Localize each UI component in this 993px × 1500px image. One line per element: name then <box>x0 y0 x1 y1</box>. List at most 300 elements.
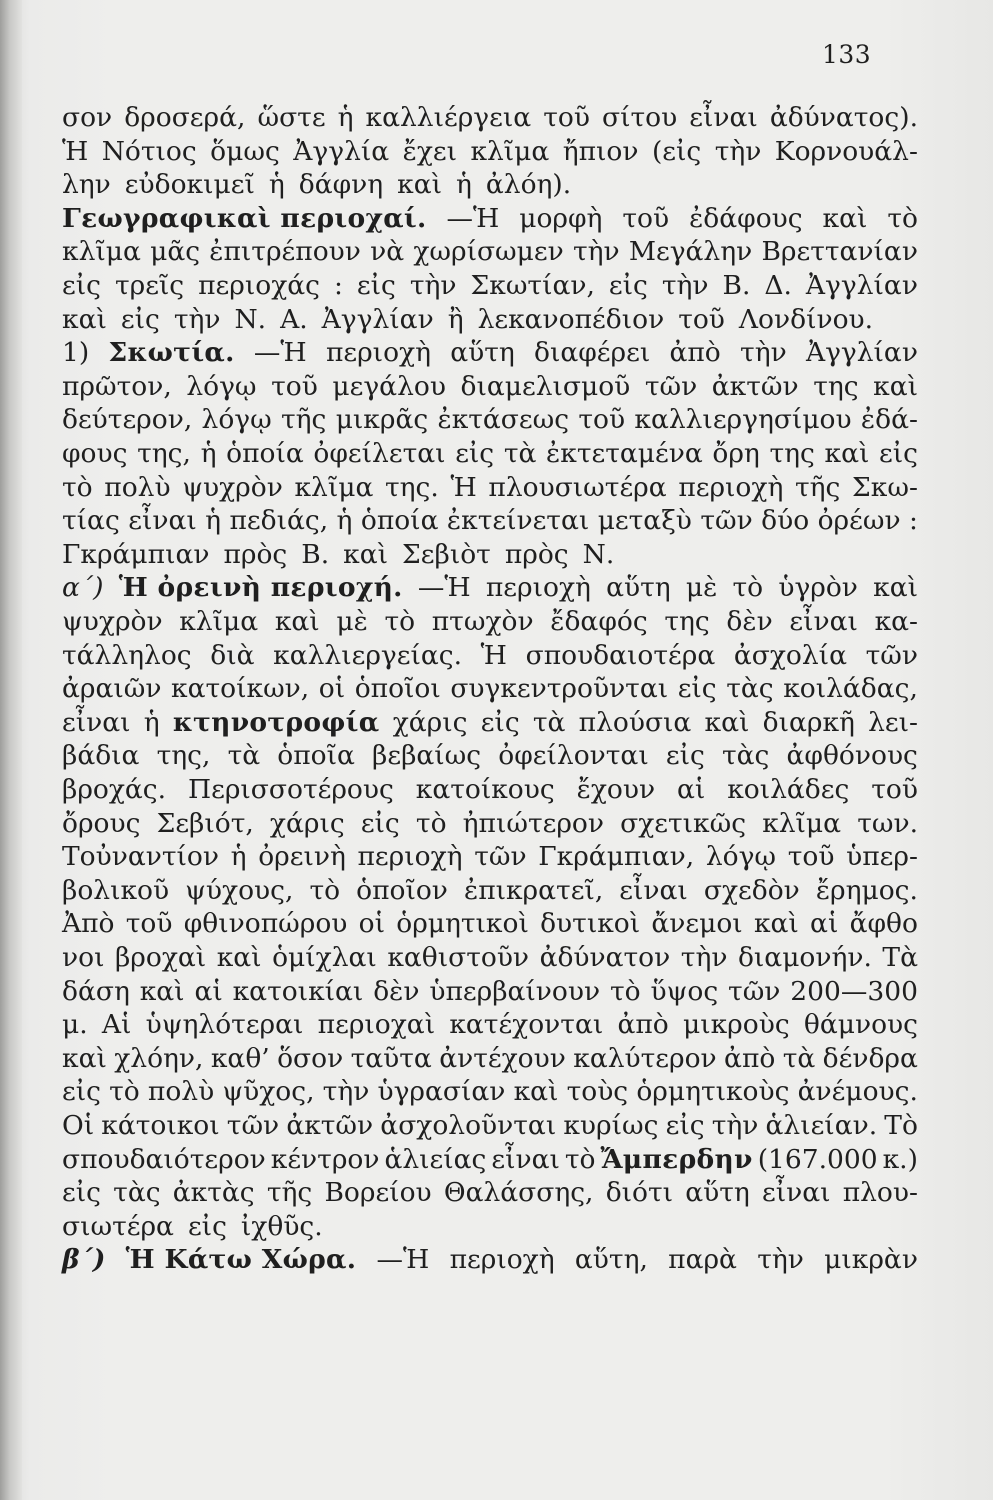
word: κατοικίαι <box>232 975 364 1007</box>
word: της <box>769 438 815 469</box>
word: τοῦ <box>678 303 725 335</box>
word: πρῶτον, <box>62 370 172 402</box>
word: : <box>334 270 343 301</box>
word: τὴν <box>322 1076 370 1108</box>
word: εἰς <box>120 303 160 335</box>
word: τῆς <box>281 404 327 436</box>
word: λόγῳ <box>705 841 777 873</box>
word: τὸ <box>732 572 764 604</box>
word: λεκανοπέδιον <box>477 303 665 335</box>
word: σον <box>62 102 113 133</box>
word: διαρκῆ <box>762 706 855 738</box>
word: Ἡ <box>450 471 477 503</box>
word: ἠπιώτερον <box>462 807 604 839</box>
word: διότι <box>605 1177 674 1209</box>
word: ὅμως <box>210 135 280 167</box>
word: περιοχὴ <box>678 471 784 503</box>
word: καλύτερον <box>573 1042 717 1074</box>
word: Σεβιότ, <box>156 807 254 839</box>
word: τῶν <box>474 841 527 873</box>
word: ἀκτῶν <box>286 1110 374 1141</box>
word: ἔχει <box>402 135 457 167</box>
word: —Ἡ <box>253 337 307 369</box>
word: κλῖμα <box>294 471 374 503</box>
text-line <box>62 640 918 672</box>
word: ἁλιείας <box>384 1143 487 1175</box>
word: αἱ <box>810 908 839 940</box>
word: ὀρέων <box>817 505 901 537</box>
word: καὶ <box>274 606 320 637</box>
word: εἰς <box>480 706 520 738</box>
word: τὰς <box>721 740 770 772</box>
word: Οἱ <box>62 1110 95 1141</box>
word: κτηνοτροφία <box>172 706 380 738</box>
word: σιωτέρα <box>62 1210 174 1242</box>
text-line <box>62 337 918 369</box>
word: τὸ <box>564 1143 596 1175</box>
word: ἀνέμους. <box>797 1076 918 1108</box>
word: τὴν <box>714 135 762 167</box>
word: ἐκτείνεται <box>446 505 590 537</box>
word: τίας <box>62 505 120 537</box>
word: Ἀγγλίαν <box>805 270 918 301</box>
word: της <box>813 370 859 402</box>
word: μικρᾶς <box>335 404 429 436</box>
word: τῆς <box>266 1177 313 1209</box>
text-line <box>62 539 918 571</box>
word: Β. <box>722 270 751 301</box>
word: τὰ <box>503 438 537 469</box>
word: μ. <box>62 1009 88 1041</box>
word: καλλιέργεια <box>365 102 532 133</box>
word: της <box>664 606 710 637</box>
text-line <box>62 875 918 907</box>
word: Ἡ ὀρεινὴ περιοχή. <box>118 572 403 604</box>
word: Θαλάσσης, <box>443 1177 594 1209</box>
word: Ἡ <box>480 639 507 671</box>
text-line <box>62 942 918 974</box>
word: πτωχὸν <box>431 606 534 637</box>
word: τὸ <box>384 606 416 637</box>
word: δάση <box>62 975 130 1007</box>
text-line <box>62 673 918 705</box>
word: δύο <box>761 505 810 537</box>
word: Σκω- <box>852 471 918 503</box>
word: λόγῳ <box>186 370 257 402</box>
word: καὶ <box>216 942 262 973</box>
text-line <box>62 1043 918 1075</box>
word: ὁποῖον <box>356 874 448 906</box>
word: Β. <box>301 538 330 570</box>
word: ὀφείλεται <box>313 438 446 469</box>
word: περιοχὴ <box>449 1244 555 1276</box>
word: Δ. <box>764 270 792 301</box>
word: φθινοπώρου <box>183 908 348 940</box>
word: Τὸ <box>884 1110 918 1141</box>
word: ἡ <box>143 706 160 738</box>
word: β΄) <box>62 1244 106 1276</box>
word: ἤπιον <box>562 135 639 167</box>
word: τῶν <box>226 1110 280 1141</box>
word: ὑπερ- <box>846 841 918 873</box>
word: τὴν <box>711 1110 759 1141</box>
word: (167.000 <box>757 1143 878 1175</box>
word: Περισσοτέρους <box>188 774 394 805</box>
word: τὴν <box>680 942 728 973</box>
word: Αἱ <box>101 1009 132 1041</box>
word: ἀφθόνους <box>786 740 918 772</box>
word: δὲν <box>373 975 420 1007</box>
word: σχετικῶς <box>620 807 747 839</box>
word: ὥστε <box>257 102 326 133</box>
word: ἐδά- <box>860 404 918 436</box>
word: ἡ <box>230 841 247 873</box>
word: Ν. <box>582 538 615 570</box>
word: (εἰς <box>651 135 702 167</box>
word: τῶν <box>644 370 698 402</box>
word: καὶ <box>824 438 870 469</box>
word: μὲ <box>336 606 368 637</box>
word: βροχαὶ <box>114 942 207 973</box>
word: καὶ <box>62 303 107 335</box>
text-line <box>62 136 918 168</box>
word: ἡ <box>205 505 222 537</box>
word: εἰς <box>356 270 396 301</box>
text-line <box>62 169 918 201</box>
word: κοιλάδας, <box>783 673 918 705</box>
word: πολὺ <box>104 471 171 503</box>
word: τοῦ <box>125 908 173 940</box>
word: τοῦ <box>787 841 835 873</box>
word: μικροὺς <box>683 1009 790 1041</box>
word: βάδια <box>62 740 140 772</box>
word: μορφὴ <box>519 202 603 234</box>
word: βολικοῦ <box>62 874 170 906</box>
word: καὶ <box>873 370 918 402</box>
word: ὑγρασίαν <box>377 1076 506 1108</box>
word: καὶ <box>139 975 185 1007</box>
word: Νότιος <box>101 135 197 167</box>
word: δένδρα <box>822 1042 918 1074</box>
word: λην <box>62 169 111 201</box>
word: χάρις <box>269 807 345 839</box>
word: τὴν <box>740 337 787 369</box>
word: βροχάς. <box>62 774 167 805</box>
text-line <box>62 1110 918 1142</box>
word: ἀσχολία <box>733 639 847 671</box>
word: χλόην, <box>114 1042 204 1074</box>
word: εἰς <box>455 438 495 469</box>
text-line <box>62 203 918 235</box>
word: Γκράμπιαν <box>62 538 210 570</box>
word: φους <box>62 438 128 469</box>
text-line <box>62 707 918 739</box>
text-line <box>62 908 918 940</box>
text-line <box>62 572 918 604</box>
word: αὕτη <box>606 572 671 604</box>
word: κατοίκων, <box>171 673 310 705</box>
word: ἐκτάσεως <box>437 404 570 436</box>
word: διαμονήν. <box>737 942 872 973</box>
word: παρὰ <box>668 1244 737 1276</box>
word: ἔχουν <box>576 774 656 805</box>
word: : <box>909 505 918 537</box>
word: —Ἡ <box>446 202 500 234</box>
word: Βρεττανίαν <box>761 236 918 268</box>
word: διαμελισμοῦ <box>460 370 631 402</box>
word: καθιστοῦν <box>387 942 530 973</box>
word: εἰς <box>677 673 717 705</box>
word: 200—300 <box>790 975 918 1007</box>
word: θάμνους <box>803 1009 918 1041</box>
word: Ἡ Κάτω Χώρα. <box>125 1244 357 1276</box>
word: ἀπὸ <box>617 1009 669 1041</box>
text-line <box>62 1009 918 1041</box>
word: καὶ <box>704 706 750 738</box>
word: τὸ <box>309 874 341 906</box>
word: τοῦ <box>871 774 918 805</box>
word: σχεδὸν <box>703 874 800 906</box>
word: τοὺς <box>566 1076 629 1108</box>
word: σίτου <box>601 102 678 133</box>
word: ἐπικρατεῖ, <box>463 874 604 906</box>
word: τὸ <box>415 807 447 839</box>
word: ἔρημος. <box>815 874 918 906</box>
word: τῶν <box>700 505 753 537</box>
word: δάφνη <box>298 169 384 201</box>
text-line <box>62 270 918 302</box>
word: εἶναι <box>689 102 758 133</box>
word: ἄνεμοι <box>651 908 743 940</box>
text-line <box>62 1076 918 1108</box>
word: κάτοικοι <box>101 1110 220 1141</box>
word: εὐδοκιμεῖ <box>124 169 255 201</box>
word: Λονδίνου. <box>738 303 874 335</box>
word: διὰ <box>210 639 255 671</box>
word: ὁποία <box>360 505 439 537</box>
word: κλῖμα <box>179 606 259 637</box>
word: νοι <box>62 942 105 973</box>
text-line <box>62 841 918 873</box>
word: ὀρεινὴ <box>258 841 346 873</box>
word: μικρὰν <box>824 1244 918 1276</box>
word: εἰς <box>62 1177 101 1209</box>
word: α΄) <box>62 572 104 604</box>
word: κ.) <box>882 1143 918 1175</box>
word: τὰ <box>227 740 261 772</box>
word: τὴν <box>173 303 221 335</box>
word: ὑγρὸν <box>778 572 858 604</box>
word: —Ἡ <box>417 572 471 604</box>
word: 1) <box>62 337 90 369</box>
word: δροσερά, <box>124 102 246 133</box>
text-line <box>62 976 918 1008</box>
word: ὑψηλότεραι <box>145 1009 304 1041</box>
word: νὰ <box>370 236 405 268</box>
word: πλου- <box>842 1177 918 1209</box>
word: Μεγάλην <box>628 236 753 268</box>
word: οἱ <box>358 908 385 940</box>
word: λόγῳ <box>201 404 272 436</box>
word: περιοχὴ <box>325 337 431 369</box>
word: πρὸς <box>504 538 569 570</box>
word: λει- <box>868 706 918 738</box>
word: τὸ <box>62 471 93 503</box>
word: Ν. <box>234 303 267 335</box>
word: ἐκτεταμένα <box>546 438 703 469</box>
word: ἀραιῶν <box>62 673 162 705</box>
word: τὰς <box>113 1177 161 1209</box>
word: πεδιάς, <box>229 505 329 537</box>
word: τὸ <box>609 975 641 1007</box>
text-line <box>62 102 918 134</box>
word: ἡ <box>337 102 354 133</box>
text-line <box>62 774 918 806</box>
word: κλῖμα <box>62 236 141 268</box>
page-number: 133 <box>822 40 872 69</box>
word: εἰς <box>360 807 400 839</box>
word: της. <box>385 471 439 503</box>
word: ὕψος <box>650 975 719 1007</box>
word: ἡ <box>200 438 217 469</box>
word: εἰς <box>62 1076 101 1108</box>
word: εἰς <box>187 1210 227 1242</box>
text-line <box>62 472 918 504</box>
word: ταῦτα <box>350 1042 432 1074</box>
word: αἱ <box>676 774 706 805</box>
word: μεταξὺ <box>597 505 692 537</box>
word: Ἀγγλίαν <box>805 337 918 369</box>
word: περιοχάς <box>198 270 321 301</box>
text-line <box>62 606 918 638</box>
word: εἶναι <box>619 874 688 906</box>
word: οἱ <box>318 673 346 705</box>
word: κοιλάδες <box>727 774 850 805</box>
word: ὁποῖα <box>277 740 355 772</box>
word: τάλληλος <box>62 639 192 671</box>
word: Κορνουάλ- <box>774 135 918 167</box>
text-line <box>62 808 918 840</box>
word: εἶναι <box>62 706 131 738</box>
word: δυτικοὶ <box>540 908 641 940</box>
word: τὸ <box>109 1076 140 1108</box>
word: ἢ <box>447 303 464 335</box>
word: ἀδύνατος). <box>769 102 918 133</box>
word: ἡ <box>268 169 285 201</box>
word: ἁλιείαν. <box>765 1110 878 1141</box>
word: ἐδάφους <box>689 202 803 234</box>
word: χάρις <box>392 706 468 738</box>
word: ὀφείλονται <box>498 740 649 772</box>
word: τὴν <box>409 270 457 301</box>
word: ψυχρὸν <box>182 471 283 503</box>
word: τὴν <box>572 236 620 268</box>
word: ὑπερβαίνουν <box>429 975 601 1007</box>
word: τῶν <box>865 639 918 671</box>
word: τοῦ <box>543 102 590 133</box>
word: Ἄμπερδην <box>600 1143 753 1175</box>
word: αὕτη <box>685 1177 750 1209</box>
word: καὶ <box>822 202 868 234</box>
word: Ἡ <box>62 135 89 167</box>
word: αὕτη <box>450 337 515 369</box>
word: ἰχθῦς. <box>240 1210 323 1242</box>
word: της, <box>156 740 211 772</box>
word: καὶ <box>62 1042 107 1074</box>
text-line <box>62 1177 918 1209</box>
word: εἶναι <box>762 1177 831 1209</box>
word: ἀκτῶν <box>711 370 799 402</box>
word: σπουδαιότερον <box>62 1143 266 1175</box>
text-line <box>62 740 918 772</box>
word: ἀντέχουν <box>439 1042 566 1074</box>
word: εἰς <box>879 438 918 469</box>
word: καὶ <box>753 908 799 940</box>
word: Ἀγγλία <box>293 135 390 167</box>
word: ὅσον <box>277 1042 344 1074</box>
word: τὰ <box>782 1042 816 1074</box>
word: καὶ <box>397 169 442 201</box>
word: Γεωγραφικαὶ περιοχαί. <box>62 202 427 234</box>
word: των. <box>857 807 918 839</box>
word: μὲ <box>685 572 718 604</box>
word: δεύτερον, <box>62 404 193 436</box>
word: περιοχὴ <box>485 572 591 604</box>
word: βεβαίως <box>372 740 482 772</box>
word: Τοὐναντίον <box>62 841 219 873</box>
word: εἶναι <box>491 1143 560 1175</box>
word: ὁρμητικοὺς <box>636 1076 790 1108</box>
word: καὶ <box>873 572 918 604</box>
word: ὄρους <box>62 807 141 839</box>
word: Σκωτία. <box>108 337 235 369</box>
word: εἰς <box>608 270 648 301</box>
word: ἀσχολοῦνται <box>380 1110 557 1141</box>
word: Α. <box>280 303 308 335</box>
word: ἡ <box>336 505 353 537</box>
text-line <box>62 1244 918 1276</box>
word: Ἀγγλίαν <box>321 303 434 335</box>
word: τὴν <box>661 270 709 301</box>
word: τῶν <box>728 975 781 1007</box>
word: διαφέρει <box>534 337 651 369</box>
word: ψύχους, <box>185 874 294 906</box>
word: ἀπὸ <box>669 337 721 369</box>
word: πλουσιωτέρα <box>488 471 667 503</box>
word: κατέχονται <box>449 1009 604 1041</box>
word: ὄρη <box>712 438 760 469</box>
word: ἐπιτρέπουν <box>209 236 361 268</box>
word: ἡ <box>456 169 472 201</box>
word: ὁμίχλαι <box>272 942 377 973</box>
word: εἰς <box>665 740 705 772</box>
word: εἶναι <box>128 505 197 537</box>
word: καλλιεργείας. <box>273 639 463 671</box>
word: κα- <box>874 606 918 637</box>
word: τὰς <box>726 673 774 705</box>
word: εἰς <box>665 1110 705 1141</box>
word: ἀπὸ <box>724 1042 776 1074</box>
word: ψῦχος, <box>222 1076 315 1108</box>
word: τοῦ <box>271 370 318 402</box>
word: —Ἡ <box>376 1244 430 1276</box>
word: Ἀπὸ <box>62 908 115 940</box>
word: πρὸς <box>223 538 288 570</box>
word: συγκεντροῦνται <box>450 673 669 705</box>
word: κατοίκους <box>415 774 555 805</box>
text-line <box>62 1211 918 1243</box>
word: καὶ <box>513 1076 559 1108</box>
